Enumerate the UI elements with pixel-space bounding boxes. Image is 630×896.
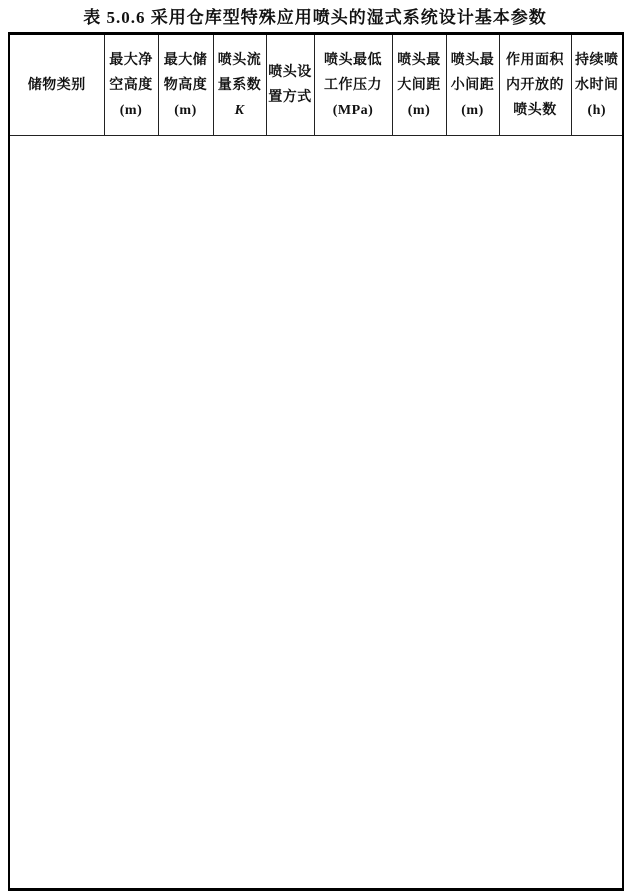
table-row <box>9 318 623 344</box>
table-row <box>9 214 623 240</box>
table-row <box>9 838 623 864</box>
table-row <box>9 734 623 760</box>
col-header-min-spacing: 喷头最 小间距 (m) <box>446 34 499 136</box>
col-header-orientation: 喷头设 置方式 <box>266 34 314 136</box>
table-row <box>9 708 623 734</box>
table-row <box>9 344 623 370</box>
table-row <box>9 292 623 318</box>
table-row <box>9 370 623 396</box>
table-row <box>9 656 623 682</box>
col-header-open-sprinklers: 作用面积 内开放的 喷头数 <box>499 34 571 136</box>
table-row <box>9 630 623 656</box>
table-row <box>9 812 623 838</box>
table-row <box>9 266 623 292</box>
col-header-category: 储物类别 <box>9 34 104 136</box>
table-row <box>9 188 623 214</box>
col-header-max-spacing: 喷头最 大间距 (m) <box>392 34 446 136</box>
col-header-min-working-pressure: 喷头最低 工作压力 (MPa) <box>314 34 392 136</box>
table-row <box>9 760 623 786</box>
table-row <box>9 786 623 812</box>
table-row <box>9 422 623 448</box>
table-row <box>9 136 623 162</box>
table-row <box>9 578 623 604</box>
col-header-max-clear-height: 最大净 空高度 (m) <box>104 34 158 136</box>
table-row <box>9 552 623 578</box>
header-row <box>9 34 623 136</box>
table-row <box>9 240 623 266</box>
table-row <box>9 682 623 708</box>
table-row <box>9 526 623 552</box>
table-row <box>9 500 623 526</box>
col-header-max-storage-height: 最大储 物高度 (m) <box>158 34 213 136</box>
col-header-k-factor: 喷头流 量系数 K <box>213 34 266 136</box>
table-row <box>9 864 623 890</box>
table-body <box>9 136 623 890</box>
column-widths <box>9 34 623 890</box>
table-header <box>9 34 623 136</box>
design-parameters-table <box>8 32 624 891</box>
table-row <box>9 162 623 188</box>
col-header-duration: 持续喷 水时间 (h) <box>571 34 623 136</box>
table-row <box>9 604 623 630</box>
table-row <box>9 448 623 474</box>
table-row <box>9 396 623 422</box>
table-row <box>9 474 623 500</box>
table-title: 表 5.0.6 采用仓库型特殊应用喷头的湿式系统设计基本参数 <box>83 8 547 27</box>
